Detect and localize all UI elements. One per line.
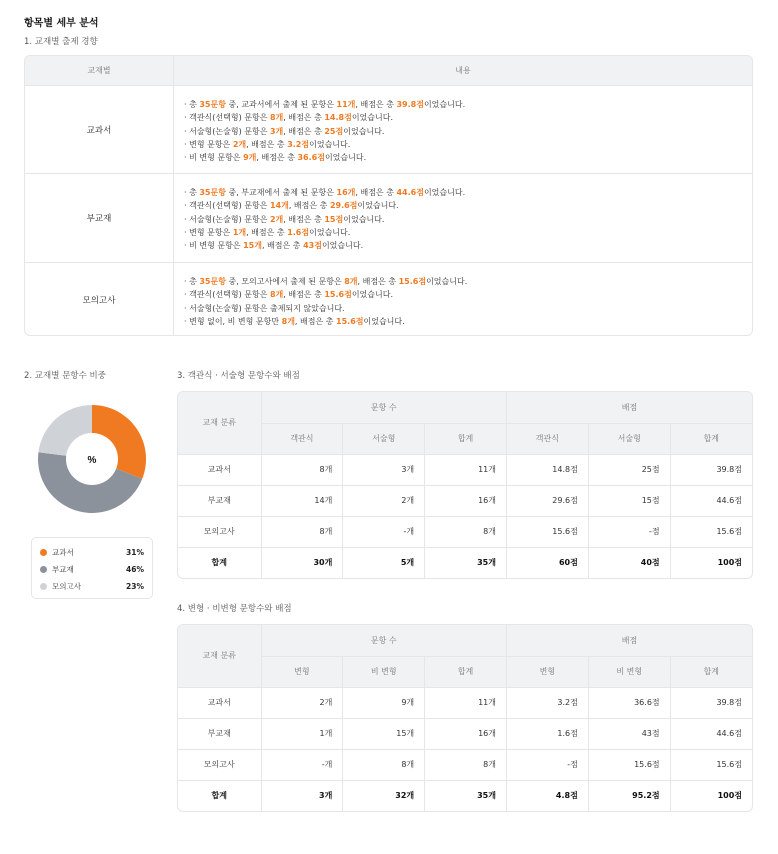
book-name: 교과서 [25, 86, 174, 173]
content-line: · 변형 없이, 비 변형 문항만 8개, 배점은 총 15.6점이었습니다. [184, 316, 405, 326]
col-header-content: 내용 [455, 66, 471, 75]
book-name: 부교재 [25, 174, 174, 262]
cell-value: -점 [506, 749, 588, 780]
legend-label: 교과서 [52, 548, 74, 557]
table-row [178, 485, 752, 516]
table-row [178, 718, 752, 749]
content-line: · 변형 문항은 1개, 배점은 총 1.6점이었습니다. [184, 227, 351, 237]
table-row [178, 516, 752, 547]
section1-title: 1. 교재별 출제 경향 [24, 37, 98, 47]
content-line: · 객관식(선택형) 문항은 8개, 배점은 총 15.6점이었습니다. [184, 290, 394, 300]
row-label: 교과서 [178, 454, 261, 485]
cell-value: 43점 [588, 718, 670, 749]
cell-value: 35개 [425, 547, 507, 578]
row-label: 합계 [178, 780, 261, 811]
col-subheader: 비 변형 [343, 656, 425, 687]
content-line: · 비 변형 문항은 15개, 배점은 총 43점이었습니다. [184, 241, 364, 251]
cell-value: 8개 [261, 454, 343, 485]
legend-value: 23% [126, 582, 144, 591]
cell-value: 44.6점 [670, 718, 752, 749]
legend-label: 모의고사 [52, 582, 81, 591]
cell-value: 2개 [343, 485, 425, 516]
table-row [178, 454, 752, 485]
cell-value: 14.8점 [506, 454, 588, 485]
col-header-book: 교재별 [25, 56, 174, 85]
variant-table [177, 624, 753, 812]
col-subheader: 서술형 [588, 423, 670, 454]
cell-value: 39.8점 [670, 454, 752, 485]
col-subheader: 객관식 [261, 423, 343, 454]
col-subheader: 합계 [670, 423, 752, 454]
cell-value: 3개 [343, 454, 425, 485]
content-line: · 객관식(선택형) 문항은 8개, 배점은 총 14.8점이었습니다. [184, 113, 394, 123]
col-header-count: 문항 수 [261, 625, 506, 656]
cell-value: 15개 [343, 718, 425, 749]
legend-label: 부교재 [52, 565, 74, 574]
row-label: 부교재 [178, 485, 261, 516]
cell-value: 25점 [588, 454, 670, 485]
cell-value: 14개 [261, 485, 343, 516]
donut-chart [38, 405, 146, 513]
book-trend-table [24, 55, 753, 336]
col-subheader: 합계 [425, 423, 507, 454]
cell-value: -개 [261, 749, 343, 780]
cell-value: 3개 [261, 780, 343, 811]
cell-value: 1개 [261, 718, 343, 749]
row-label: 모의고사 [178, 516, 261, 547]
cell-value: 36.6점 [588, 687, 670, 718]
section4-title: 4. 변형 · 비변형 문항수와 배점 [177, 604, 292, 614]
legend-dot [40, 566, 47, 573]
legend-item [40, 561, 144, 578]
cell-value: 5개 [343, 547, 425, 578]
cell-value: 29.6점 [506, 485, 588, 516]
content-line: · 총 35문항 중, 부교재에서 출제 된 문항은 16개, 배점은 총 44.6점이었습니다. [184, 188, 466, 197]
cell-value: 30개 [261, 547, 343, 578]
cell-value: -점 [588, 516, 670, 547]
section2-title: 2. 교재별 문항수 비중 [24, 371, 106, 381]
col-subheader: 객관식 [506, 423, 588, 454]
book-lines [174, 86, 752, 173]
book-lines [174, 174, 752, 262]
cell-value: 15.6점 [588, 749, 670, 780]
book-trend-row [25, 86, 752, 174]
cell-value: 11개 [425, 454, 507, 485]
content-line: · 비 변형 문항은 9개, 배점은 총 36.6점이었습니다. [184, 153, 367, 163]
donut-legend [31, 537, 153, 599]
cell-value: 8개 [425, 749, 507, 780]
content-line: · 서술형(논술형) 문항은 3개, 배점은 총 25점이었습니다. [184, 126, 385, 136]
page-title: 항목별 세부 분석 [24, 18, 99, 29]
book-trend-header [25, 56, 752, 86]
cell-value: 4.8점 [506, 780, 588, 811]
cell-value: 8개 [261, 516, 343, 547]
col-subheader: 변형 [506, 656, 588, 687]
cell-value: 44.6점 [670, 485, 752, 516]
cell-value: 2개 [261, 687, 343, 718]
book-trend-row [25, 263, 752, 336]
legend-dot [40, 583, 47, 590]
cell-value: 60점 [506, 547, 588, 578]
content-line: · 변형 문항은 2개, 배점은 총 3.2점이었습니다. [184, 139, 351, 149]
cell-value: 16개 [425, 485, 507, 516]
col-header-group: 교재 분류 [178, 392, 261, 454]
cell-value: 15.6점 [506, 516, 588, 547]
legend-item [40, 544, 144, 561]
cell-value: 8개 [343, 749, 425, 780]
cell-value: 11개 [425, 687, 507, 718]
cell-value: 9개 [343, 687, 425, 718]
content-line: · 객관식(선택형) 문항은 14개, 배점은 총 29.6점이었습니다. [184, 201, 399, 211]
row-label: 모의고사 [178, 749, 261, 780]
cell-value: 32개 [343, 780, 425, 811]
content-line: · 서술형(논술형) 문항은 출제되지 않았습니다. [184, 303, 345, 313]
total-row [178, 547, 752, 578]
book-name: 모의고사 [25, 263, 174, 336]
table-row [178, 687, 752, 718]
row-label: 교과서 [178, 687, 261, 718]
cell-value: 3.2점 [506, 687, 588, 718]
donut-center-label: % [87, 455, 97, 466]
cell-value: -개 [343, 516, 425, 547]
col-header-group: 교재 분류 [178, 625, 261, 687]
row-label: 부교재 [178, 718, 261, 749]
table-row [178, 749, 752, 780]
cell-value: 100점 [717, 558, 742, 568]
content-line: · 총 35문항 중, 교과서에서 출제 된 문항은 11개, 배점은 총 39.8점이었습니다. [184, 100, 466, 109]
legend-value: 31% [126, 548, 144, 557]
content-line: · 총 35문항 중, 모의고사에서 출제 된 문항은 8개, 배점은 총 15.6점이었습니다. [184, 277, 468, 286]
cell-value: 1.6점 [506, 718, 588, 749]
cell-value: 15.6점 [670, 516, 752, 547]
col-subheader: 합계 [425, 656, 507, 687]
col-subheader: 비 변형 [588, 656, 670, 687]
row-label: 합계 [178, 547, 261, 578]
mc-essay-table [177, 391, 753, 579]
cell-value: 15.6점 [670, 749, 752, 780]
section3-title: 3. 객관식 · 서술형 문항수와 배점 [177, 371, 300, 381]
col-subheader: 서술형 [343, 423, 425, 454]
legend-value: 46% [126, 565, 144, 574]
cell-value: 16개 [425, 718, 507, 749]
content-line: · 서술형(논술형) 문항은 2개, 배점은 총 15점이었습니다. [184, 214, 385, 224]
col-subheader: 합계 [670, 656, 752, 687]
cell-value: 39.8점 [670, 687, 752, 718]
book-trend-row [25, 174, 752, 263]
col-header-score: 배점 [506, 392, 752, 423]
cell-value: 15점 [588, 485, 670, 516]
cell-value: 35개 [425, 780, 507, 811]
col-header-count: 문항 수 [261, 392, 506, 423]
col-subheader: 변형 [261, 656, 343, 687]
cell-value: 95.2점 [588, 780, 670, 811]
legend-item [40, 578, 144, 595]
cell-value: 100점 [717, 791, 742, 801]
legend-dot [40, 549, 47, 556]
cell-value: 40점 [588, 547, 670, 578]
book-lines [174, 263, 752, 336]
col-header-score: 배점 [506, 625, 752, 656]
total-row [178, 780, 752, 811]
cell-value: 8개 [425, 516, 507, 547]
